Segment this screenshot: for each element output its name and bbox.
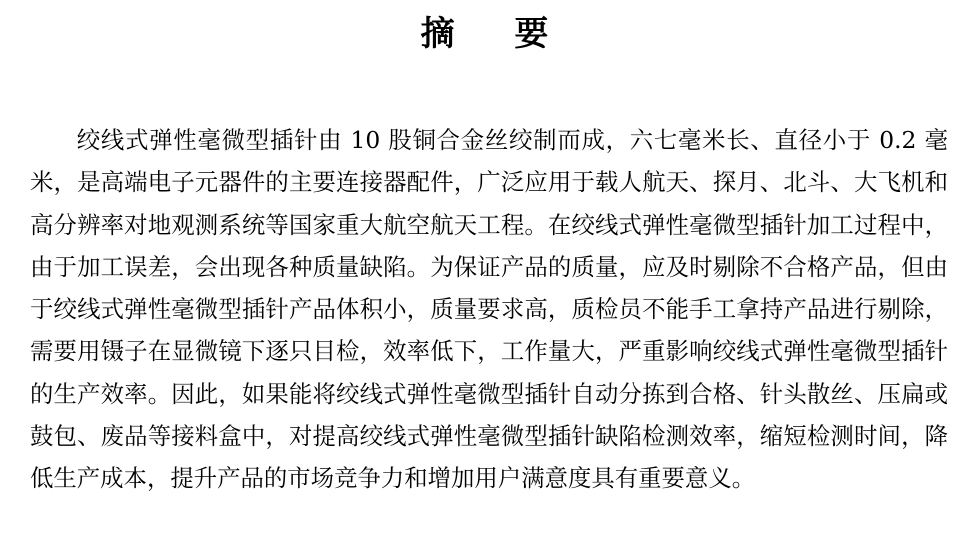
abstract-paragraph: 绞线式弹性毫微型插针由 10 股铜合金丝绞制而成，六七毫米长、直径小于 0.2 毫米，是高端电子元器件的主要连接器配件，广泛应用于载人航天、探月、北斗、大飞机和高分辨率对地观测系统等国家重大航空航天工程。在绞线式弹性毫微型插针加工过程中，由于加工误差，会出现各种质量缺陷。为保证产品的质量，应及时剔除不合格产品，但由于绞线式弹性毫微型插针产品体积小，质量要求高，质检员不能手工拿持产品进行剔除，需要用镊子在显微镜下逐只目检，效率低下，工作量大，严重影响绞线式弹性毫微型插针的生产效率。因此，如果能将绞线式弹性毫微型插针自动分拣到合格、针头散丝、压扁或鼓包、废品等接料盒中，对提高绞线式弹性毫微型插针缺陷检测效率，缩短检测时间，降低生产成本，提升产品的市场竞争力和增加用户满意度具有重要意义。 (30, 126, 948, 493)
abstract-title: 摘 要 (420, 14, 573, 54)
